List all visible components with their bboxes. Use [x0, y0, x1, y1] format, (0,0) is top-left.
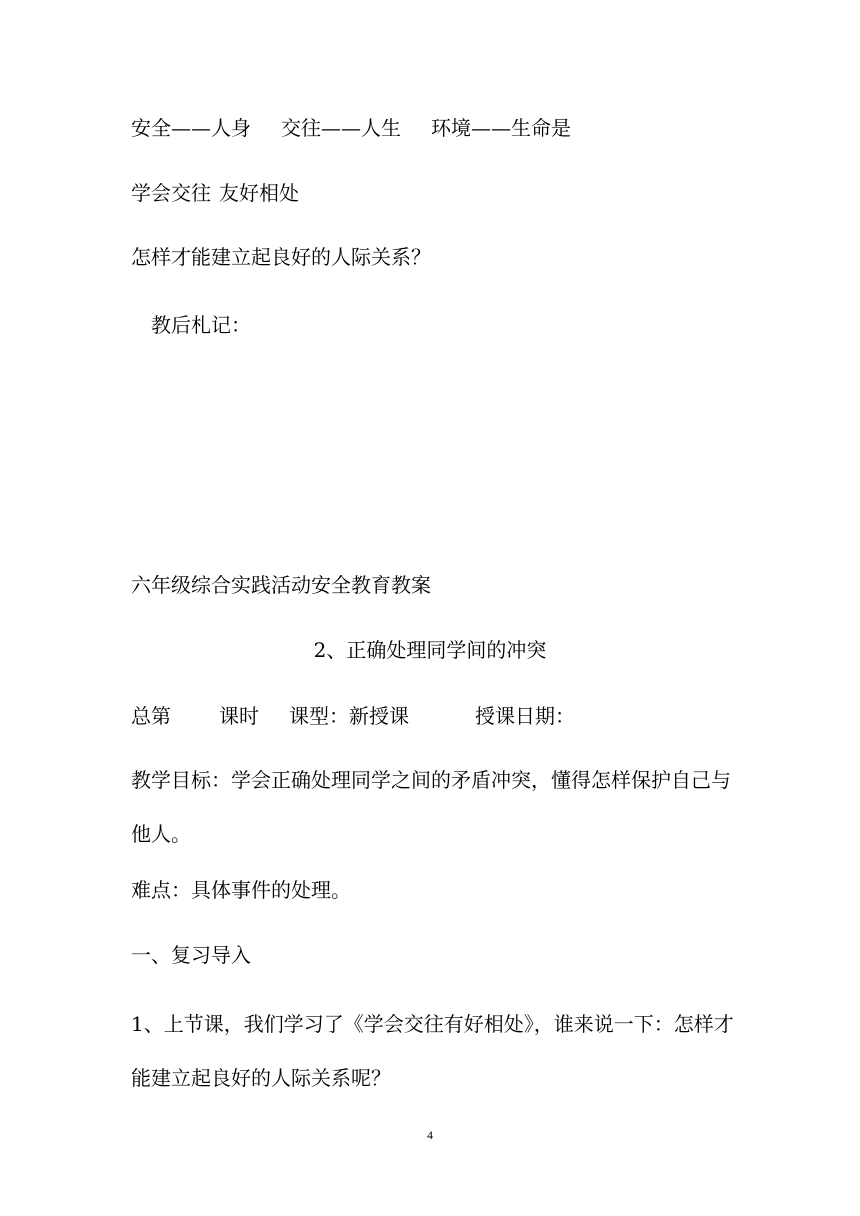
lesson-title-part-1: 学会交往: [131, 181, 211, 205]
lesson-title: [131, 181, 299, 205]
lesson-title-part-2: 友好相处: [219, 181, 299, 205]
notes-label: 教后札记：: [151, 313, 251, 337]
question-text: 怎样才能建立起良好的人际关系？: [131, 245, 431, 269]
total-label: 总第: [131, 704, 171, 728]
lesson-title-2: 2、正确处理同学间的冲突: [313, 638, 547, 662]
themes-line: [131, 116, 571, 140]
teaching-objective: 教学目标：学会正确处理同学之间的矛盾冲突，懂得怎样保护自己与他人。: [131, 768, 731, 846]
lesson-plan-header: 六年级综合实践活动安全教育教案: [131, 573, 431, 597]
theme-communication: 交往——人生: [281, 116, 401, 140]
difficulty-text: 难点：具体事件的处理。: [131, 878, 351, 902]
theme-environment: 环境——生命是: [431, 116, 571, 140]
section-heading: 一、复习导入: [131, 943, 251, 967]
review-item-1: 1、上节课，我们学习了《学会交往有好相处》，谁来说一下：怎样才能建立起良好的人际关系呢？: [131, 1012, 734, 1090]
period-label: 课时: [219, 704, 259, 728]
theme-safety: 安全——人身: [131, 116, 251, 140]
type-label: 课型：新授课: [289, 704, 409, 728]
page-number: 4: [427, 1128, 433, 1142]
lesson-meta: [131, 704, 575, 728]
date-label: 授课日期：: [475, 704, 575, 728]
